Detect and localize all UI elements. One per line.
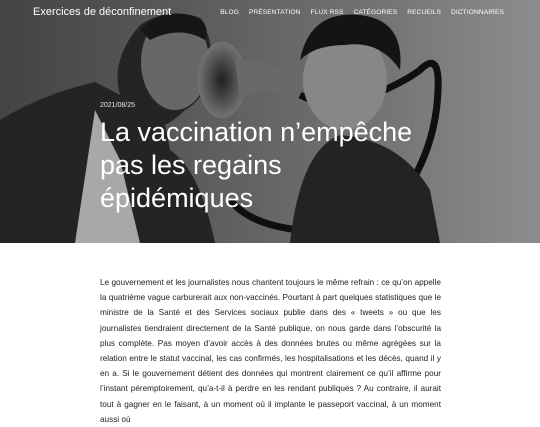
nav-item-recueils[interactable]: RECUEILS xyxy=(407,9,442,16)
nav-item-presentation[interactable]: PRÉSENTATION xyxy=(248,9,301,16)
nav-item-rss[interactable]: FLUX RSS xyxy=(310,9,344,16)
site-title-link[interactable]: Exercices de déconfinement xyxy=(33,6,172,18)
post-paragraph: Le gouvernement et les journalistes nous chantent toujours le même refrain : ce qu’on appelle la quatrième vague carburerait aux non-vaccinés. Pourtant à part quelques statistiques que le ministre de la Santé et des Services sociaux publie dans des « tweets » ou que les journalistes tiendraient directement de la Santé publique, on nous garde dans l’obscurité la plus complète. Pas moyen d’avoir accès à des données brutes ou même agrégées sur la relation entre le statut vaccinal, les cas confirmés, les hospitalisations et les décès, quand il y en a. Si le gouvernement détient des données qui montrent clairement ce qu’il affirme pour l’instant péremptoirement, qu’a-t-il à perdre en les rendant publiques ? Au contraire, il aurait tout à gagner en le faisant, à un moment où il implante le passeport vaccinal, à un moment aussi où xyxy=(100,278,441,424)
main-nav xyxy=(220,9,504,16)
post-body xyxy=(100,275,441,427)
post-date: 2021/08/25 xyxy=(100,102,136,109)
top-navigation-bar xyxy=(0,0,540,28)
nav-item-dictionnaires[interactable]: DICTIONNAIRES xyxy=(451,9,504,16)
nav-item-categories[interactable]: CATÉGORIES xyxy=(353,9,398,16)
post-title: La vaccination n’empêche pas les regains épidémiques xyxy=(100,117,413,213)
nav-item-blog[interactable]: BLOG xyxy=(220,9,239,16)
